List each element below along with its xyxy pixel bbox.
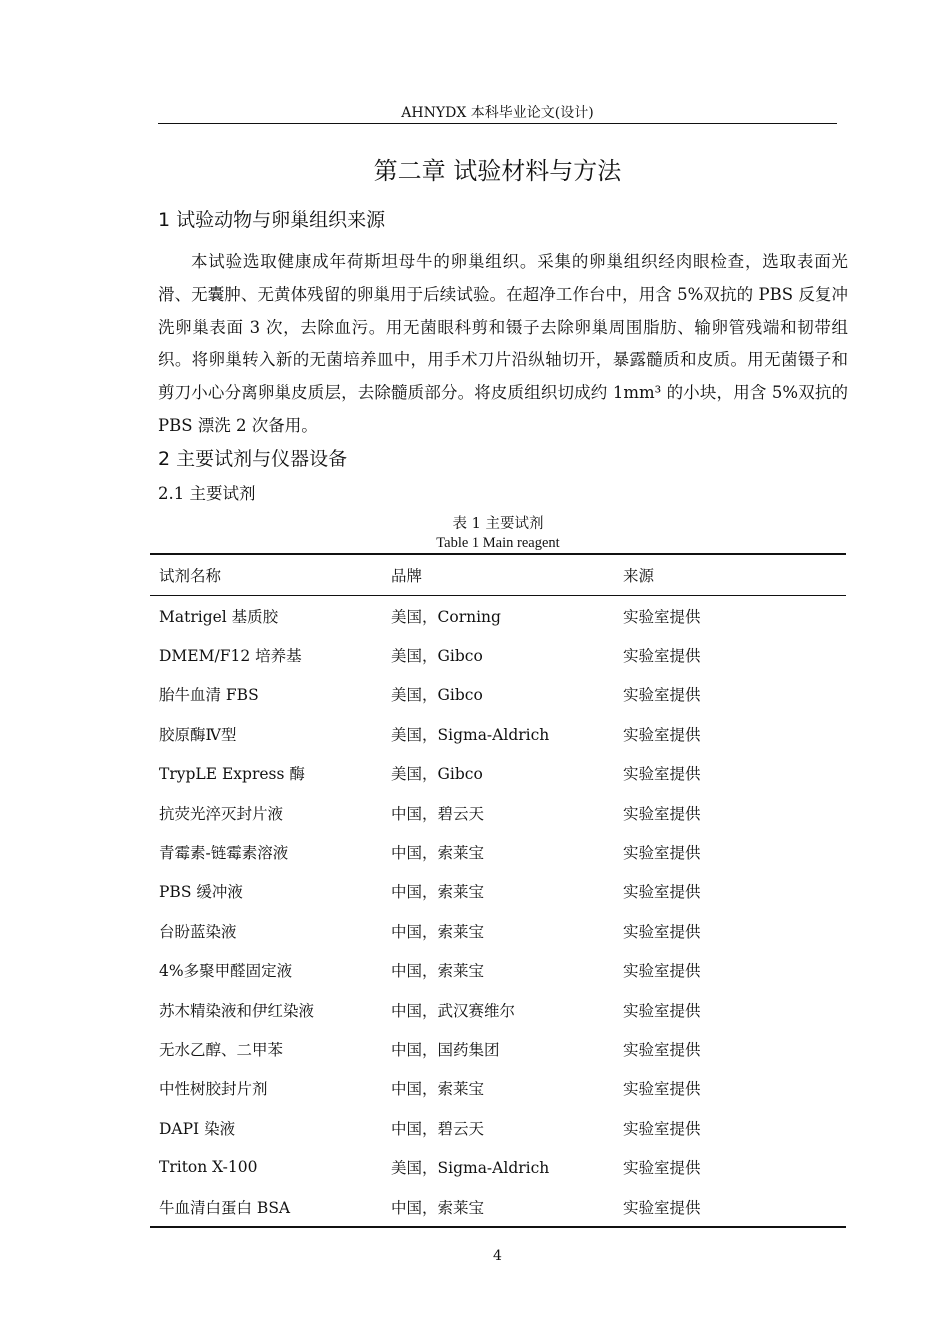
reagent-name-cell: 胎牛血清 FBS xyxy=(159,686,259,705)
source-cell: 实验室提供 xyxy=(623,922,701,941)
brand-cell: 中国，索莱宝 xyxy=(391,962,485,981)
reagent-name-cell: 台盼蓝染液 xyxy=(159,922,237,941)
running-header: AHNYDX 本科毕业论文(设计) xyxy=(401,105,594,121)
source-cell: 实验室提供 xyxy=(623,686,701,705)
reagent-name-cell: Triton X-100 xyxy=(159,1158,258,1177)
column-header-source: 来源 xyxy=(614,554,846,596)
reagent-name-cell: 胶原酶Ⅳ型 xyxy=(159,725,237,744)
brand-cell: 美国，Gibco xyxy=(391,765,483,784)
brand-cell: 中国，索莱宝 xyxy=(391,1080,485,1099)
brand-cell: 中国，武汉赛维尔 xyxy=(391,1001,516,1020)
table-row xyxy=(150,714,846,753)
source-cell: 实验室提供 xyxy=(623,725,701,744)
table-row xyxy=(150,754,846,793)
brand-cell: 美国，Sigma-Aldrich xyxy=(391,725,550,744)
reagent-table xyxy=(150,553,846,1228)
reagent-name-cell: 青霉素-链霉素溶液 xyxy=(159,844,289,863)
reagent-name-cell: 抗荧光淬灭封片液 xyxy=(159,804,284,823)
table-caption-en: Table 1 Main reagent xyxy=(436,535,560,551)
reagent-name-cell: DAPI 染液 xyxy=(159,1119,236,1138)
brand-cell: 中国，碧云天 xyxy=(391,804,485,823)
source-cell: 实验室提供 xyxy=(623,607,701,626)
reagent-name-cell: 苏木精染液和伊红染液 xyxy=(159,1001,315,1020)
table-row xyxy=(150,872,846,911)
body-paragraph: 本试验选取健康成年荷斯坦母牛的卵巢组织。采集的卵巢组织经肉眼检查，选取表面光滑、无囊肿、无黄体残留的卵巢用于后续试验。在超净工作台中，用含 5%双抗的 PBS 反复冲洗卵巢表面 3 次，去除血污。用无菌眼科剪和镊子去除卵巢周围脂肪、输卵管残端和韧带组织。将卵巢转入新的无菌培养皿中，用手术刀片沿纵轴切开，暴露髓质和皮质。用无菌镊子和剪刀小心分离卵巢皮质层，去除髓质部分。将皮质组织切成约 1mm³ 的小块，用含 5%双抗的 PBS 漂洗 2 次备用。 xyxy=(158,252,848,435)
brand-cell: 中国，索莱宝 xyxy=(391,844,485,863)
source-cell: 实验室提供 xyxy=(623,1080,701,1099)
table-row xyxy=(150,1147,846,1186)
source-cell: 实验室提供 xyxy=(623,1001,701,1020)
table-row xyxy=(150,951,846,990)
source-cell: 实验室提供 xyxy=(623,804,701,823)
reagent-name-cell: 无水乙醇、二甲苯 xyxy=(159,1040,284,1059)
chapter-title: 第二章 试验材料与方法 xyxy=(373,157,622,185)
reagent-name-cell: 4%多聚甲醛固定液 xyxy=(159,962,293,981)
source-cell: 实验室提供 xyxy=(623,883,701,902)
source-cell: 实验室提供 xyxy=(623,1040,701,1059)
table-row xyxy=(150,635,846,674)
table-row xyxy=(150,832,846,871)
brand-cell: 美国，Gibco xyxy=(391,647,483,666)
reagent-name-cell: TrypLE Express 酶 xyxy=(159,765,305,784)
table-row xyxy=(150,990,846,1029)
source-cell: 实验室提供 xyxy=(623,765,701,784)
table-body xyxy=(150,596,846,1228)
table-caption-zh: 表 1 主要试剂 xyxy=(452,516,544,532)
section-heading-1: 1 试验动物与卵巢组织来源 xyxy=(158,209,386,231)
page-number: 4 xyxy=(493,1248,502,1264)
table-header-row xyxy=(150,554,846,596)
table-row xyxy=(150,1069,846,1108)
source-cell: 实验室提供 xyxy=(623,844,701,863)
table-row xyxy=(150,1029,846,1068)
source-cell: 实验室提供 xyxy=(623,1159,701,1178)
brand-cell: 中国，国药集团 xyxy=(391,1040,500,1059)
header-rule xyxy=(158,123,837,124)
brand-cell: 美国，Corning xyxy=(391,607,501,626)
source-cell: 实验室提供 xyxy=(623,647,701,666)
brand-cell: 美国，Sigma-Aldrich xyxy=(391,1159,550,1178)
reagent-name-cell: 牛血清白蛋白 BSA xyxy=(159,1198,291,1217)
table-row xyxy=(150,675,846,714)
brand-cell: 美国，Gibco xyxy=(391,686,483,705)
column-header-name: 试剂名称 xyxy=(150,554,382,596)
subsection-heading: 2.1 主要试剂 xyxy=(158,484,256,503)
reagent-name-cell: PBS 缓冲液 xyxy=(159,883,243,902)
table-row xyxy=(150,1187,846,1227)
brand-cell: 中国，碧云天 xyxy=(391,1119,485,1138)
brand-cell: 中国，索莱宝 xyxy=(391,883,485,902)
reagent-name-cell: DMEM/F12 培养基 xyxy=(159,647,302,666)
column-header-brand: 品牌 xyxy=(382,554,614,596)
brand-cell: 中国，索莱宝 xyxy=(391,922,485,941)
reagent-name-cell: 中性树胶封片剂 xyxy=(159,1080,268,1099)
reagent-name-cell: Matrigel 基质胶 xyxy=(159,607,279,626)
table-row xyxy=(150,1108,846,1147)
source-cell: 实验室提供 xyxy=(623,962,701,981)
source-cell: 实验室提供 xyxy=(623,1119,701,1138)
table-row xyxy=(150,596,846,636)
brand-cell: 中国，索莱宝 xyxy=(391,1198,485,1217)
table-row xyxy=(150,911,846,950)
source-cell: 实验室提供 xyxy=(623,1198,701,1217)
table-row xyxy=(150,793,846,832)
section-heading-2: 2 主要试剂与仪器设备 xyxy=(158,448,348,470)
